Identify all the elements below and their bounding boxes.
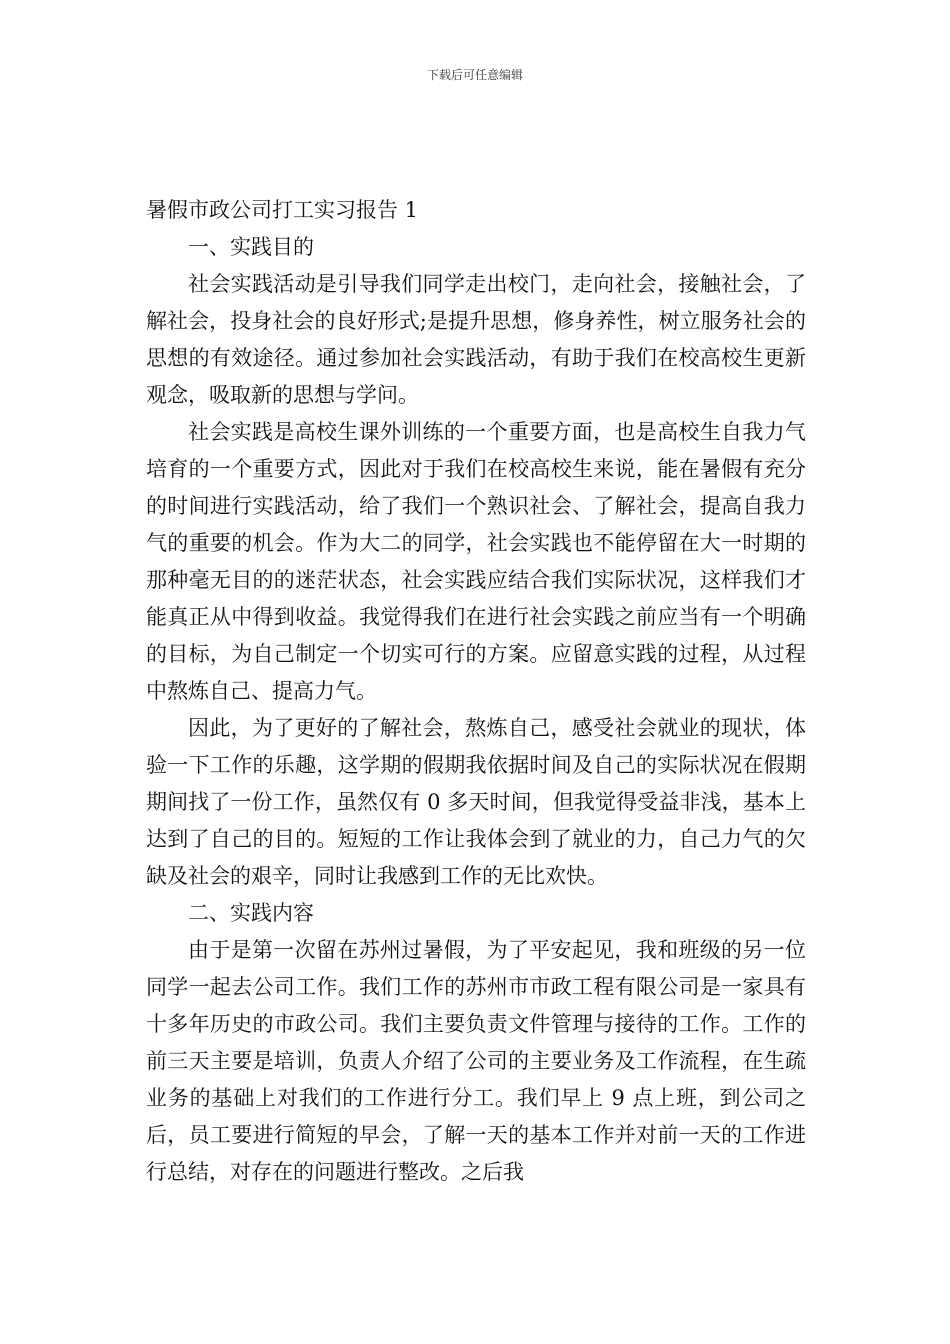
paragraph: 社会实践活动是引导我们同学走出校门，走向社会，接触社会，了解社会，投身社会的良好形式;是提升思想，修身养性，树立服务社会的思想的有效途径。通过参加社会实践活动，有助于我们在校高校生更新观念，吸取新的思想与学问。 [146, 272, 806, 407]
page-header-note: 下载后可任意编辑 [426, 68, 523, 82]
paragraph: 由于是第一次留在苏州过暑假，为了平安起见，我和班级的另一位同学一起去公司工作。我们工作的苏州市市政工程有限公司是一家具有十多年历史的市政公司。我们主要负责文件管理与接待的工作。工作的前三天主要是培训，负责人介绍了公司的主要业务及工作流程，在生疏业务的基础上对我们的工作进行分工。我们早上 9 点上班，到公司之后，员工要进行简短的早会，了解一天的基本工作并对前一天的工作进行总结，对存在的问题进行整改。之后我 [146, 938, 806, 1184]
document-title: 暑假市政公司打工实习报告 1 [146, 198, 419, 222]
paragraph: 因此，为了更好的了解社会，熬炼自己，感受社会就业的现状，体验一下工作的乐趣，这学期的假期我依据时间及自己的实际状况在假期期间找了一份工作，虽然仅有 0 多天时间，但我觉得受益非浅，基本上达到了自己的目的。短短的工作让我体会到了就业的力，自己力气的欠缺及社会的艰辛，同时让我感到工作的无比欢快。 [146, 716, 806, 888]
section-heading-purpose: 一、实践目的 [188, 235, 314, 259]
document-body [146, 192, 806, 1191]
section-heading-content: 二、实践内容 [188, 901, 314, 925]
paragraph: 社会实践是高校生课外训练的一个重要方面，也是高校生自我力气培育的一个重要方式，因此对于我们在校高校生来说，能在暑假有充分的时间进行实践活动，给了我们一个熟识社会、了解社会，提高自我力气的重要的机会。作为大二的同学，社会实践也不能停留在大一时期的那种毫无目的的迷茫状态，社会实践应结合我们实际状况，这样我们才能真正从中得到收益。我觉得我们在进行社会实践之前应当有一个明确的目标，为自己制定一个切实可行的方案。应留意实践的过程，从过程中熬炼自己、提高力气。 [146, 420, 806, 703]
